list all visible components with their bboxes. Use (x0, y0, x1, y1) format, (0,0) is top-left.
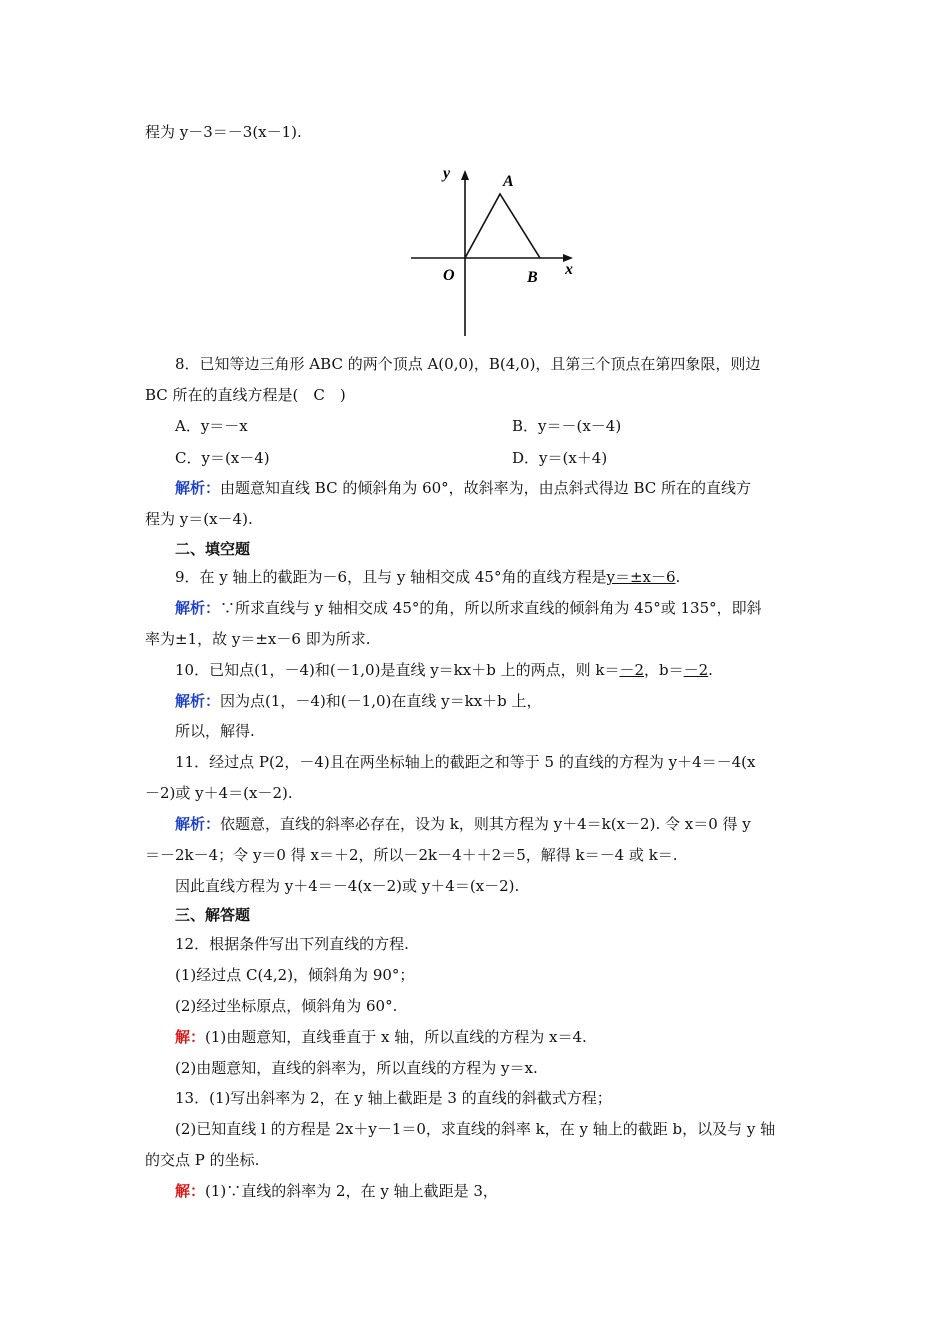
question-9-analysis (175, 598, 840, 618)
question-10-answer-k: －2 (619, 661, 645, 679)
question-13-part1: 13．(1)写出斜率为 2，在 y 轴上截距是 3 的直线的斜截式方程； (175, 1089, 612, 1107)
question-8-stem-cont: BC 所在的直线方程是( C ) (145, 386, 346, 404)
solution-label: 解： (175, 1028, 206, 1046)
solution-text: (1)由题意知，直线垂直于 x 轴，所以直线的方程为 x＝4. (205, 1028, 587, 1046)
question-10-answer-b: －2 (683, 661, 709, 679)
question-11-cont: －2)或 y＋4＝(x－2). (145, 784, 293, 802)
solution-label: 解： (175, 1182, 206, 1200)
analysis-text: 因为点(1，－4)和(－1,0)在直线 y＝kx＋b 上， (220, 692, 542, 710)
y-axis-arrow (461, 170, 469, 180)
question-11-analysis (175, 814, 840, 834)
analysis-text: 依题意，直线的斜率必存在，设为 k，则其方程为 y＋4＝k(x－2). 令 x＝0 得 y (220, 815, 751, 833)
analysis-label: 解析： (175, 815, 221, 833)
question-11-analysis-cont: ＝－2k－4；令 y＝0 得 x＝＋2，所以－2k－4＋＋2＝5，解得 k＝－4 或 k＝. (145, 846, 678, 864)
analysis-text: ∵所求直线与 y 轴相交成 45°的角，所以所求直线的倾斜角为 45°或 135°，即斜 (220, 599, 762, 617)
question-9-period: . (675, 568, 681, 586)
question-9-analysis-cont: 率为±1，故 y＝±x－6 即为所求. (145, 630, 371, 648)
question-10-mid: ，b＝ (644, 661, 684, 679)
solution-text: (1)∵直线的斜率为 2，在 y 轴上截距是 3， (205, 1182, 498, 1200)
option-c: C．y＝(x－4) (175, 449, 270, 467)
question-8-stem: 8．已知等边三角形 ABC 的两个顶点 A(0,0)，B(4,0)，且第三个顶点在第四象限，则边 (175, 355, 761, 373)
text-line: 程为 y－3＝－3(x－1). (145, 123, 302, 141)
section-answer: 三、解答题 (175, 906, 251, 924)
label-y: y (443, 165, 451, 182)
question-12-solution-2: (2)由题意知，直线的斜率为，所以直线的方程为 y＝x. (175, 1059, 538, 1077)
option-b: B．y＝－(x－4) (512, 417, 622, 435)
question-10-analysis (175, 691, 840, 711)
question-12-part1: (1)经过点 C(4,2)，倾斜角为 90°； (175, 966, 415, 984)
label-o: O (443, 267, 455, 284)
triangle-figure (405, 160, 585, 342)
analysis-text: 由题意知直线 BC 的倾斜角为 60°，故斜率为，由点斜式得边 BC 所在的直线方 (220, 479, 752, 497)
analysis-label: 解析： (175, 692, 221, 710)
question-13-solution-1 (175, 1181, 840, 1201)
question-11-analysis-cont2: 因此直线方程为 y＋4＝－4(x－2)或 y＋4＝(x－2). (175, 877, 520, 895)
triangle-oab (465, 194, 540, 258)
analysis-label: 解析： (175, 599, 221, 617)
question-12-part2: (2)经过坐标原点，倾斜角为 60°. (175, 997, 398, 1015)
question-10-text: 10．已知点(1，－4)和(－1,0)是直线 y＝kx＋b 上的两点，则 k＝ (175, 661, 620, 679)
label-a: A (503, 173, 514, 190)
question-9-text: 9．在 y 轴上的截距为－6，且与 y 轴相交成 45°角的直线方程是 (175, 568, 607, 586)
question-11: 11．经过点 P(2，－4)且在两坐标轴上的截距之和等于 5 的直线的方程为 y＋4＝－4(x (175, 753, 756, 771)
option-a: A．y＝－x (175, 417, 248, 435)
analysis-label: 解析： (175, 479, 221, 497)
label-b: B (527, 269, 538, 286)
question-8-analysis-cont: 程为 y＝(x－4). (145, 510, 253, 528)
question-10-analysis-cont: 所以，解得. (175, 722, 255, 740)
question-10 (175, 660, 840, 680)
section-fill-blank: 二、填空题 (175, 540, 251, 558)
question-9-answer: y＝±x－6 (606, 568, 676, 586)
question-9 (175, 567, 840, 587)
question-13-part2: (2)已知直线 l 的方程是 2x＋y－1＝0，求直线的斜率 k，在 y 轴上的截距 b，以及与 y 轴 (175, 1120, 776, 1138)
question-12: 12．根据条件写出下列直线的方程. (175, 935, 409, 953)
question-13-part2-cont: 的交点 P 的坐标. (145, 1151, 260, 1169)
question-10-period: . (708, 661, 713, 679)
question-12-solution-1 (175, 1027, 840, 1047)
label-x: x (565, 261, 573, 278)
question-8-analysis (175, 478, 840, 498)
option-d: D．y＝(x＋4) (512, 449, 608, 467)
